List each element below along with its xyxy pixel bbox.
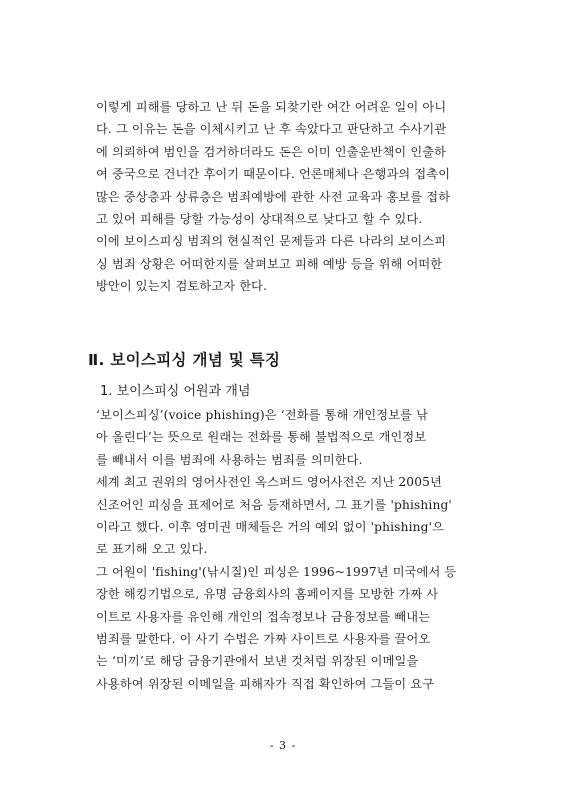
text-line: 사용하여 위장된 이메일을 피해자가 직접 확인하여 그들이 요구 <box>96 676 435 691</box>
text-line: 로 표기해 오고 있다. <box>96 542 208 557</box>
text-line: 이트로 사용자를 유인해 개인의 접속정보나 금융정보를 빼내는 <box>96 609 431 624</box>
text-line: 장한 해킹기법으로, 유명 금융회사의 홈페이지를 모방한 가짜 사 <box>96 587 439 602</box>
text-line: 범죄를 말한다. 이 사기 수법은 가짜 사이트로 사용자를 끌어오 <box>96 632 431 647</box>
text-line: 세계 최고 권위의 영어사전인 옥스퍼드 영어사전은 지난 2005년 <box>96 475 442 490</box>
subsection-heading: 1. 보이스피싱 어원과 개념 <box>100 384 251 399</box>
page-number: - 3 - <box>269 739 297 752</box>
text-line: 싱 범죄 상황은 어떠한지를 살펴보고 피해 예방 등을 위해 어떠한 <box>96 256 443 271</box>
text-line: 고 있어 피해를 당할 가능성이 상대적으로 낮다고 할 수 있다. <box>96 212 423 227</box>
intro-paragraphs <box>96 96 474 298</box>
text-line: 이에 보이스피싱 범죄의 현실적인 문제들과 다른 나라의 보이스피 <box>96 234 447 249</box>
text-line: 많은 중상층과 상류층은 범죄예방에 관한 사전 교육과 홍보를 접하 <box>96 189 451 204</box>
text-line: 아 올린다’는 뜻으로 원래는 전화를 통해 불법적으로 개인정보 <box>96 430 427 445</box>
text-line: 를 빼내서 이를 범죄에 사용하는 범죄를 의미한다. <box>96 452 363 467</box>
text-line: 이렇게 피해를 당하고 난 뒤 돈을 되찾기란 여간 어려운 일이 아니 <box>96 100 447 114</box>
text-line: 신조어인 피싱을 표제어로 처음 등재하면서, 그 표기를 'phishing' <box>96 497 452 512</box>
text-line: 는 ‘미끼’로 해당 금융기관에서 보낸 것처럼 위장된 이메일을 <box>96 654 419 669</box>
text-line: 여 중국으로 건너간 후이기 때문이다. 언론매체나 은행과의 접촉이 <box>96 167 451 182</box>
section-heading: Ⅱ. 보이스피싱 개념 및 특징 <box>88 351 281 369</box>
text-line: 이라고 했다. 이후 영미권 매체들은 거의 예외 없이 'phishing'으 <box>96 520 445 535</box>
text-line: 다. 그 이유는 돈을 이체시키고 난 후 속았다고 판단하고 수사기관 <box>96 122 447 137</box>
text-line: 그 어원이 'fishing'(낚시질)인 피싱은 1996~1997년 미국에서 등 <box>96 564 457 579</box>
text-line: ‘보이스피싱’(voice phishing)은 ‘전화를 통해 개인정보를 낚 <box>96 408 429 422</box>
text-line: 에 의뢰하여 범인을 검거하더라도 돈은 이미 인출운반책이 인출하 <box>96 144 447 159</box>
text-line: 방안이 있는지 검토하고자 한다. <box>96 279 268 294</box>
body-paragraphs <box>96 404 474 695</box>
